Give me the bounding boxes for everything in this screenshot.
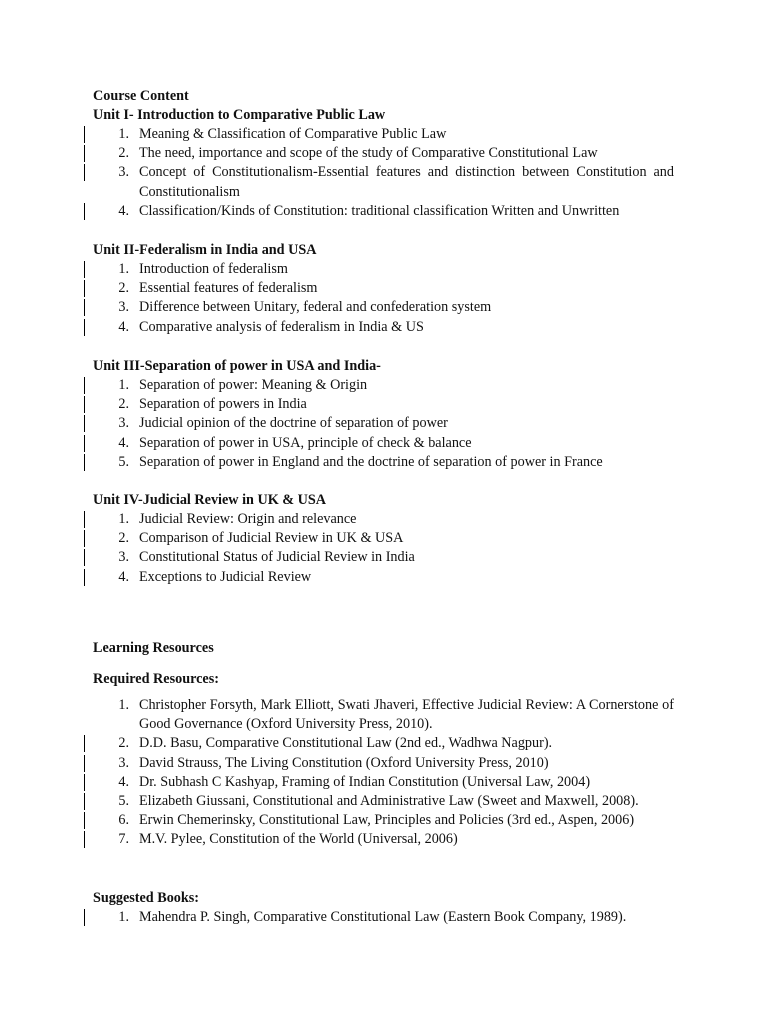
list-item: 4. Comparative analysis of federalism in India & US [0,318,674,337]
change-bar [84,261,85,278]
suggested-books-list [0,908,768,927]
list-item: 3. Concept of Constitutionalism-Essential features and distinction between Constitution and Constitutionalism [0,163,674,201]
item-number: 3. [118,415,129,432]
list-item: 4. Classification/Kinds of Constitution: traditional classification Written and Unwritten [0,202,674,221]
list-item: 6. Erwin Chemerinsky, Constitutional Law, Principles and Policies (3rd ed., Aspen, 2006) [0,811,674,830]
unit-1-list [0,125,768,221]
item-number: 4. [118,202,129,219]
change-bar [84,812,85,829]
item-number: 7. [118,831,129,848]
list-item: 4. Dr. Subhash C Kashyap, Framing of Indian Constitution (Universal Law, 2004) [0,773,674,792]
item-number: 5. [118,453,129,470]
suggested-books-heading: Suggested Books: [93,890,200,906]
item-number: 2. [118,735,129,752]
unit-4-heading: Unit IV-Judicial Review in UK & USA [93,492,327,508]
item-number: 2. [118,396,129,413]
item-number: 4. [118,318,129,335]
change-bar [84,435,85,452]
change-bar [84,793,85,810]
change-bar [84,319,85,336]
item-number: 3. [118,299,129,316]
change-bar [84,774,85,791]
item-number: 3. [118,754,129,771]
list-item: 1. Mahendra P. Singh, Comparative Constitutional Law (Eastern Book Company, 1989). [0,908,674,927]
item-number: 1. [118,377,129,393]
change-bar [84,511,85,528]
item-number: 3. [118,549,129,566]
list-item: 5. Separation of power in England and the doctrine of separation of power in France [0,453,674,472]
change-bar [84,415,85,432]
item-number: 1. [118,697,129,713]
list-item: 1. Judicial Review: Origin and relevance [0,510,674,529]
list-item: 2. D.D. Basu, Comparative Constitutional Law (2nd ed., Wadhwa Nagpur). [0,734,674,753]
required-resources-list [0,696,768,850]
change-bar [84,909,85,926]
change-bar [84,377,85,394]
item-number: 1. [118,261,129,277]
list-item: 5. Elizabeth Giussani, Constitutional and Administrative Law (Sweet and Maxwell, 2008). [0,792,674,811]
item-number: 4. [118,773,129,790]
list-item: 1. Christopher Forsyth, Mark Elliott, Swati Jhaveri, Effective Judicial Review: A Cornerstone of Good Governance (Oxford University Press, 2010). [0,696,674,734]
item-number: 3. [118,164,129,181]
change-bar [84,396,85,413]
item-number: 2. [118,530,129,547]
list-item: 7. M.V. Pylee, Constitution of the World (Universal, 2006) [0,830,674,849]
list-item: 2. Separation of powers in India [0,395,674,414]
list-item: 3. Judicial opinion of the doctrine of separation of power [0,414,674,433]
required-resources-heading: Required Resources: [93,671,219,687]
list-item: 2. Comparison of Judicial Review in UK & USA [0,529,674,548]
change-bar [84,831,85,848]
change-bar [84,145,85,162]
unit-3-heading: Unit III-Separation of power in USA and India- [93,358,381,374]
change-bar [84,203,85,220]
unit-4-list [0,510,768,587]
change-bar [84,454,85,471]
change-bar [84,164,85,181]
change-bar [84,735,85,752]
course-content-heading: Course Content [93,88,189,104]
item-number: 2. [118,145,129,162]
item-number: 2. [118,280,129,297]
change-bar [84,549,85,566]
change-bar [84,299,85,316]
list-item: 2. The need, importance and scope of the study of Comparative Constitutional Law [0,144,674,163]
item-number: 1. [118,126,129,142]
list-item: 1. Meaning & Classification of Comparative Public Law [0,125,674,144]
list-item: 4. Exceptions to Judicial Review [0,568,674,587]
list-item: 2. Essential features of federalism [0,279,674,298]
list-item: 1. Separation of power: Meaning & Origin [0,376,674,395]
unit-2-heading: Unit II-Federalism in India and USA [93,242,317,258]
list-item: 1. Introduction of federalism [0,260,674,279]
change-bar [84,530,85,547]
unit-2-list [0,260,768,337]
item-number: 4. [118,568,129,585]
list-item: 4. Separation of power in USA, principle of check & balance [0,434,674,453]
change-bar [84,569,85,586]
list-item: 3. Difference between Unitary, federal and confederation system [0,298,674,317]
item-number: 5. [118,793,129,810]
item-number: 4. [118,434,129,451]
unit-1-heading: Unit I- Introduction to Comparative Public Law [93,107,386,123]
list-item: 3. David Strauss, The Living Constitution (Oxford University Press, 2010) [0,754,674,773]
unit-3-list [0,376,768,472]
list-item: 3. Constitutional Status of Judicial Review in India [0,548,674,567]
change-bar [84,126,85,143]
change-bar [84,280,85,297]
item-number: 1. [118,909,129,925]
change-bar [84,755,85,772]
item-number: 6. [118,812,129,829]
learning-resources-heading: Learning Resources [93,640,214,656]
item-number: 1. [118,511,129,527]
